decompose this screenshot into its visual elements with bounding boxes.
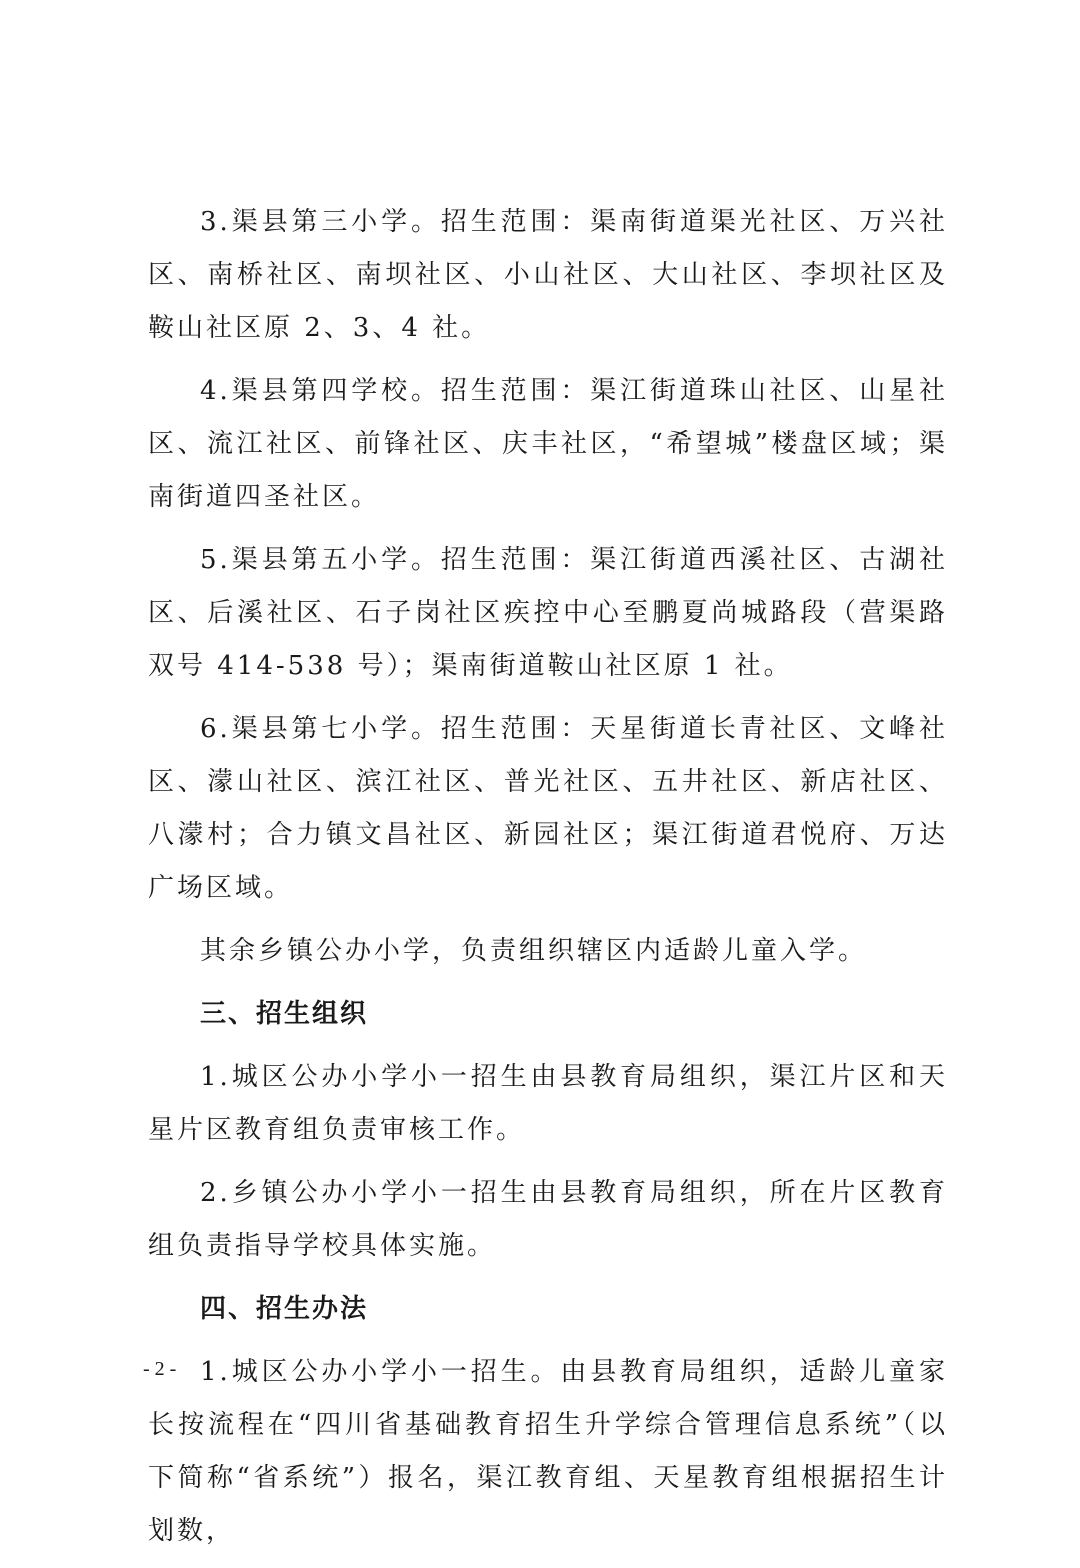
paragraph-school-7: 6.渠县第七小学。招生范围：天星街道长青社区、文峰社区、濛山社区、滨江社区、普光社区、五井社区、新店社区、八濛村；合力镇文昌社区、新园社区；渠江街道君悦府、万达广场区域。 [148,714,948,903]
paragraph-organization-2: 2.乡镇公办小学小一招生由县教育局组织，所在片区教育组负责指导学校具体实施。 [148,1178,948,1261]
paragraph-school-5: 5.渠县第五小学。招生范围：渠江街道西溪社区、古湖社区、后溪社区、石子岗社区疾控中心至鹏夏尚城路段（营渠路双号 414-538 号）；渠南街道鞍山社区原 1 社。 [148,545,948,681]
paragraph-methods-1: 1.城区公办小学小一招生。由县教育局组织，适龄儿童家长按流程在“四川省基础教育招生升学综合管理信息系统”（以下简称“省系统”）报名，渠江教育组、天星教育组根据招生计划数， [148,1357,948,1546]
document-body [148,196,948,1568]
paragraph-school-3: 3.渠县第三小学。招生范围：渠南街道渠光社区、万兴社区、南桥社区、南坝社区、小山社区、大山社区、李坝社区及鞍山社区原 2、3、4 社。 [148,207,948,343]
paragraph-rural-schools: 其余乡镇公办小学，负责组织辖区内适龄儿童入学。 [200,936,868,966]
section-heading-organization: 三、招生组织 [200,999,369,1029]
paragraph-school-4: 4.渠县第四学校。招生范围：渠江街道珠山社区、山星社区、流江社区、前锋社区、庆丰社区，“希望城”楼盘区域；渠南街道四圣社区。 [148,376,948,512]
section-heading-methods: 四、招生办法 [200,1294,369,1324]
page-number: - 2 - [143,1358,177,1380]
paragraph-organization-1: 1.城区公办小学小一招生由县教育局组织，渠江片区和天星片区教育组负责审核工作。 [148,1062,948,1145]
